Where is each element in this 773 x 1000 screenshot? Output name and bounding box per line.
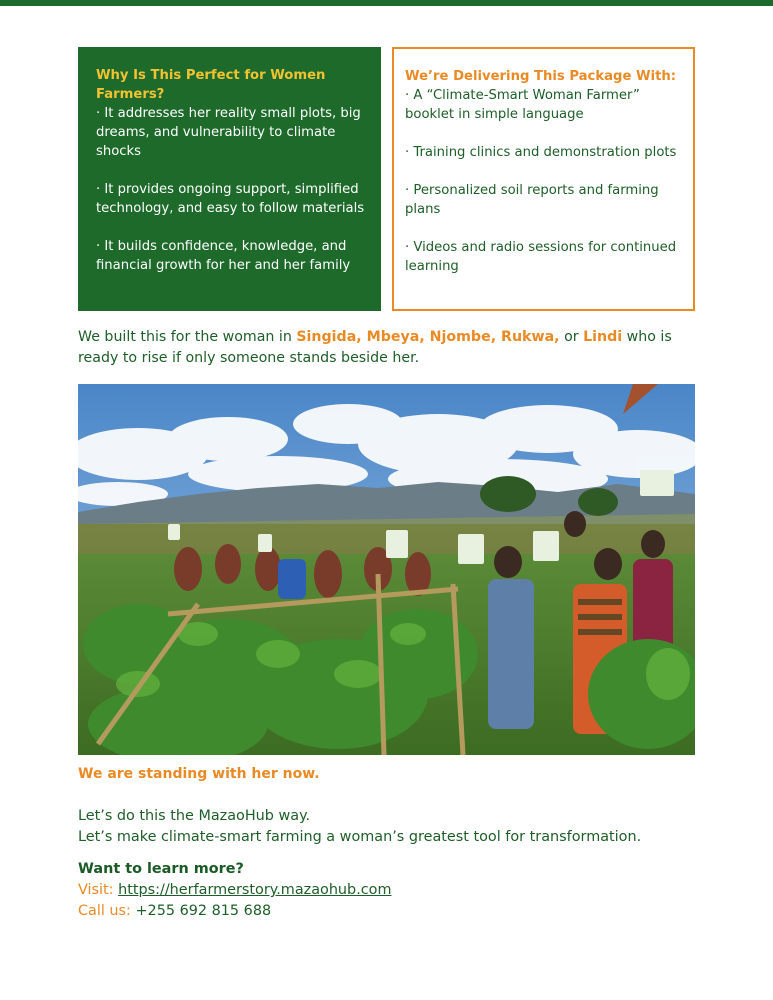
why-perfect-box: [78, 47, 381, 311]
intro-or: or: [559, 329, 584, 345]
why-bullet-2: · It provides ongoing support, simplified technology, and easy to follow materials: [96, 182, 365, 216]
delivery-bullet-4: · Videos and radio sessions for continued learning: [405, 240, 677, 274]
call-label: Call us:: [78, 903, 131, 919]
phone-number: +255 692 815 688: [135, 903, 272, 919]
delivery-bullet-1: · A “Climate-Smart Woman Farmer” booklet in simple language: [405, 88, 640, 122]
intro-place-lindi: Lindi: [583, 329, 623, 345]
farmers-group-photo: [78, 384, 695, 755]
intro-suffix: who is ready to rise if only someone stands beside her.: [78, 329, 672, 366]
closing-line-1: Let’s do this the MazaoHub way.: [78, 808, 311, 824]
intro-prefix: We built this for the woman in: [78, 329, 297, 345]
intro-paragraph: [78, 327, 698, 369]
delivery-bullet-2: · Training clinics and demonstration plots: [405, 145, 677, 160]
why-perfect-title: Why Is This Perfect for Women Farmers?: [96, 68, 326, 102]
website-link[interactable]: https://herfarmerstory.mazaohub.com: [118, 882, 392, 898]
visit-line: [78, 882, 392, 898]
why-bullet-1: · It addresses her reality small plots, big dreams, and vulnerability to climate shocks: [96, 106, 361, 159]
standing-with-her: We are standing with her now.: [78, 766, 320, 782]
delivery-package-title: We’re Delivering This Package With:: [405, 69, 677, 84]
call-line: [78, 903, 271, 919]
intro-places: Singida, Mbeya, Njombe, Rukwa,: [296, 329, 560, 345]
why-bullet-3: · It builds confidence, knowledge, and financial growth for her and her family: [96, 239, 351, 273]
top-accent-bar: [0, 0, 773, 6]
closing-line-2: Let’s make climate-smart farming a woman’s greatest tool for transformation.: [78, 829, 642, 845]
delivery-bullet-3: · Personalized soil reports and farming plans: [405, 183, 659, 217]
delivery-package-box: [392, 47, 695, 311]
visit-label: Visit:: [78, 882, 114, 898]
learn-more-heading: Want to learn more?: [78, 861, 244, 877]
